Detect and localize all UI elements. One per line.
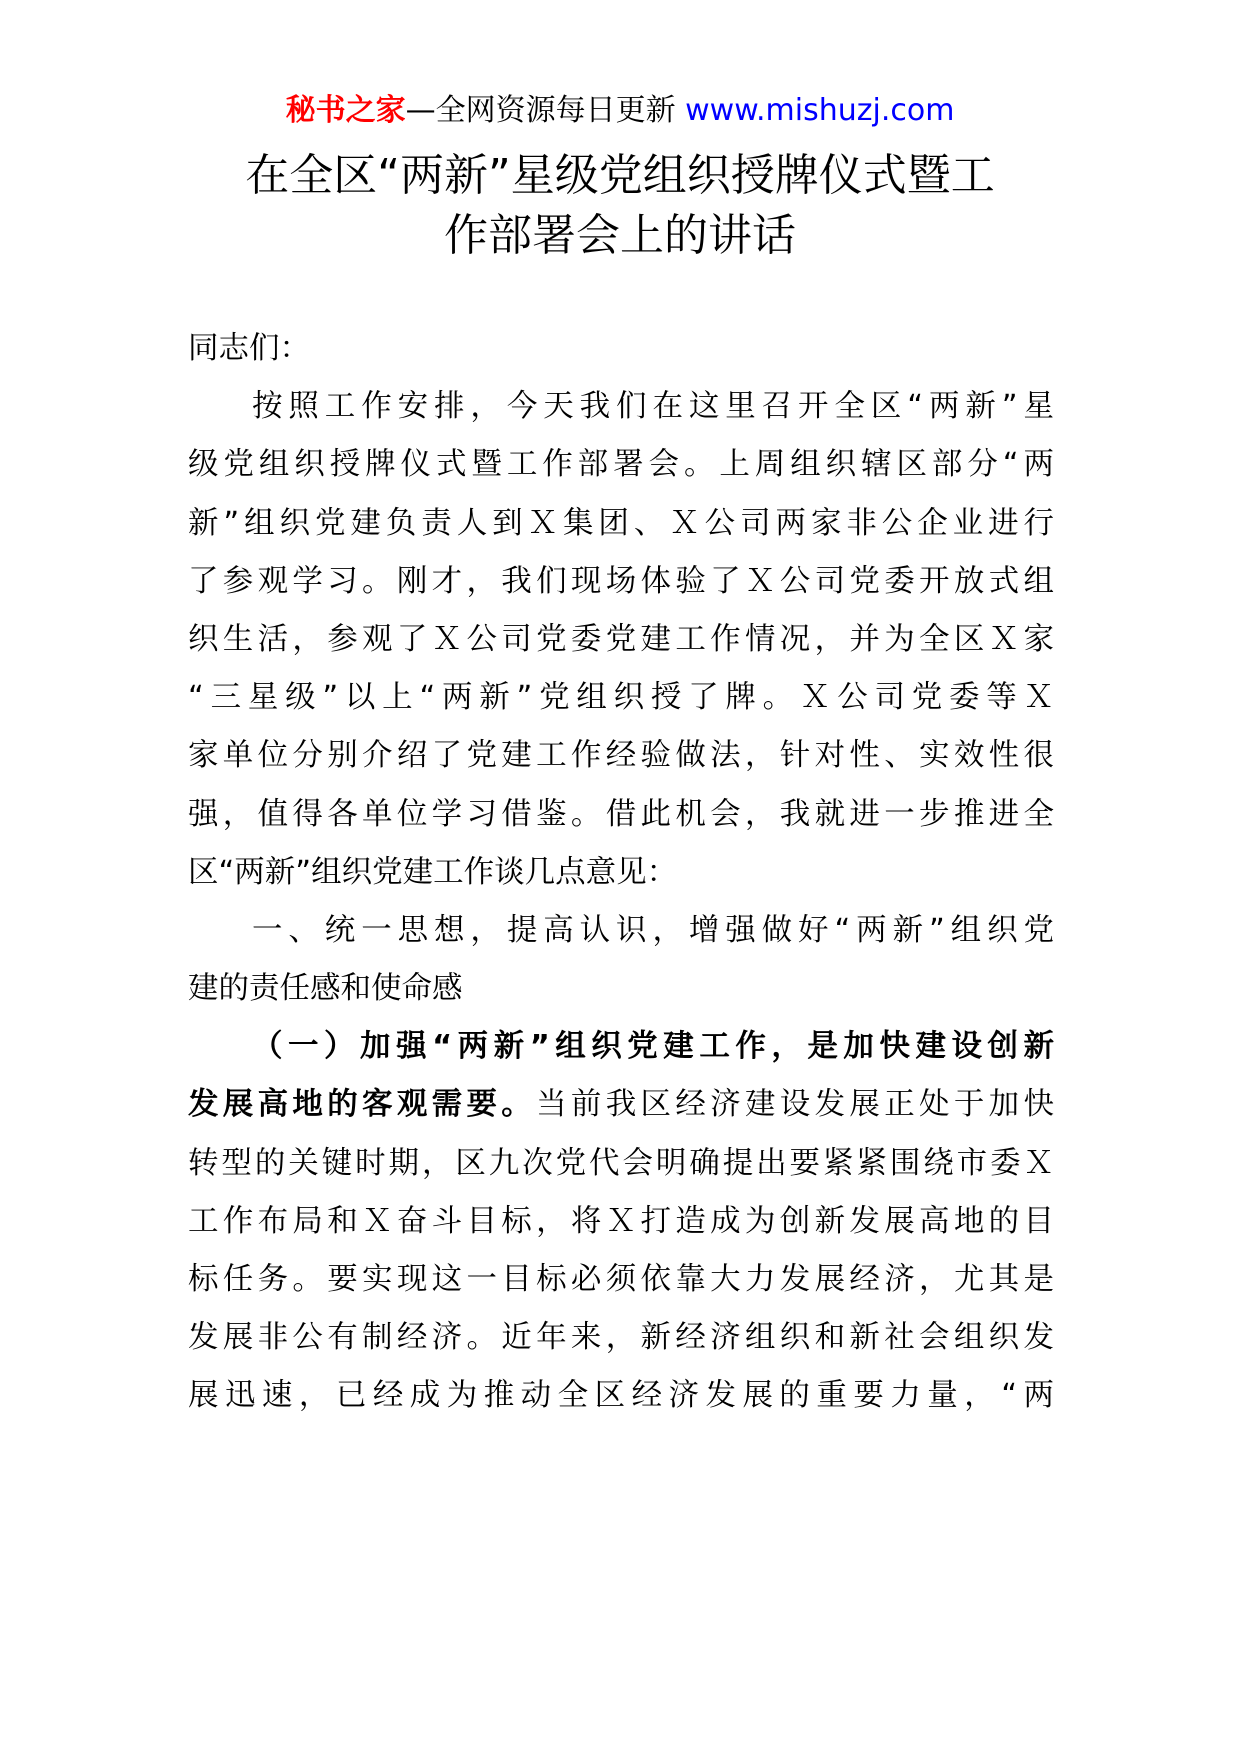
paragraph-line xyxy=(188,1076,1054,1134)
paragraph-line: 展迅速，已经成为推动全区经济发展的重要力量，“两 xyxy=(188,1378,1054,1414)
paragraph-line: 发展非公有制经济。近年来，新经济组织和新社会组织发 xyxy=(188,1320,1054,1356)
section-heading-1 xyxy=(188,902,1054,1018)
paragraph-line: 工作布局和Ｘ奋斗目标，将Ｘ打造成为创新发展高地的目 xyxy=(188,1203,1054,1239)
title-line-1: 在全区“两新”星级党组织授牌仪式暨工 xyxy=(245,150,995,201)
salutation: 同志们： xyxy=(188,331,310,366)
paragraph-line: 按照工作安排，今天我们在这里召开全区“两新”星 xyxy=(252,389,1054,425)
site-header xyxy=(0,88,1240,134)
paragraph-line: 织生活，参观了Ｘ公司党委党建工作情况，并为全区Ｘ家 xyxy=(188,621,1054,657)
paragraph-line: “三星级”以上“两新”党组织授了牌。Ｘ公司党委等Ｘ xyxy=(188,680,1054,716)
subsection-heading-end: 发展高地的客观需要。 xyxy=(188,1087,537,1123)
document-title xyxy=(150,146,1090,266)
section-heading-line: 一、统一思想，提高认识，增强做好“两新”组织党 xyxy=(252,912,1054,948)
paragraph-text: 当前我区经济建设发展正处于加快 xyxy=(536,1087,1054,1123)
paragraph-line: 转型的关键时期，区九次党代会明确提出要紧紧围绕市委Ｘ xyxy=(188,1145,1054,1181)
brand-name: 秘书之家 xyxy=(285,93,406,128)
subsection-heading: （一）加强“两新”组织党建工作，是加快建设创新 xyxy=(252,1029,1054,1065)
paragraph-line: 强，值得各单位学习借鉴。借此机会，我就进一步推进全 xyxy=(188,796,1054,832)
site-url-link[interactable]: www.mishuzj.com xyxy=(685,93,955,128)
paragraph-line: 家单位分别介绍了党建工作经验做法，针对性、实效性很 xyxy=(188,738,1054,774)
paragraph-line: 标任务。要实现这一目标必须依靠大力发展经济，尤其是 xyxy=(188,1262,1054,1297)
paragraph-1 xyxy=(188,378,1054,902)
header-slogan: —全网资源每日更新 xyxy=(405,93,676,128)
subsection-1 xyxy=(188,1018,1054,1425)
paragraph-line: 了参观学习。刚才，我们现场体验了Ｘ公司党委开放式组 xyxy=(188,563,1054,599)
section-heading-line: 建的责任感和使命感 xyxy=(188,971,463,1007)
paragraph-line: 级党组织授牌仪式暨工作部署会。上周组织辖区部分“两 xyxy=(188,447,1054,483)
paragraph-line: 新”组织党建负责人到Ｘ集团、Ｘ公司两家非公企业进行 xyxy=(188,505,1054,541)
paragraph-line: 区“两新”组织党建工作谈几点意见： xyxy=(188,854,678,890)
title-line-2: 作部署会上的讲话 xyxy=(444,210,796,261)
document-body xyxy=(188,320,1054,1426)
